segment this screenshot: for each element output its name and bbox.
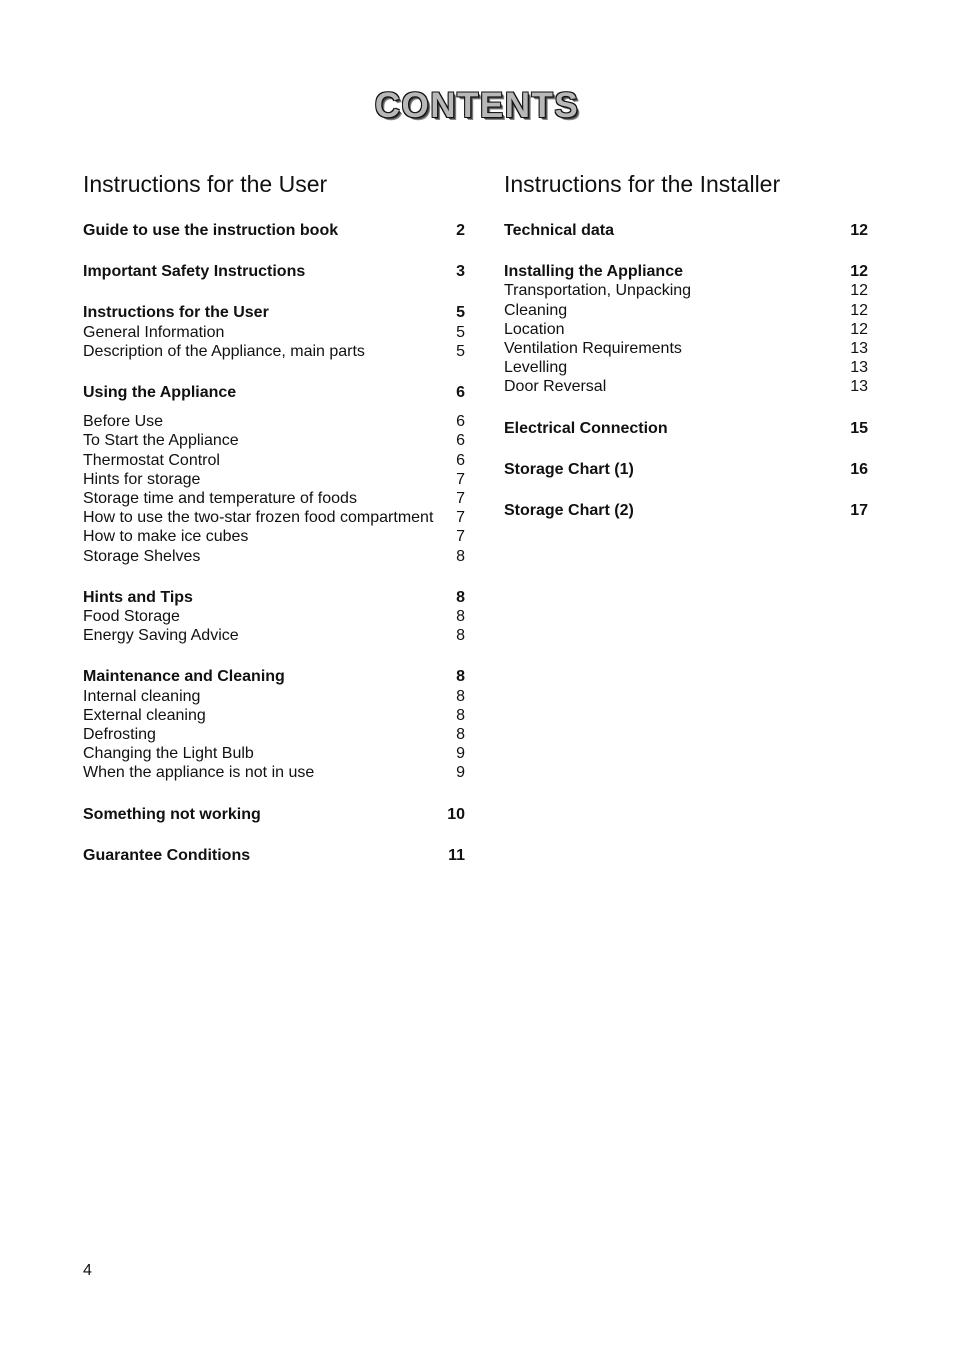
toc-entry-label: Guarantee Conditions (83, 846, 251, 864)
user-toc-list (83, 221, 465, 865)
toc-entry-page-number: 7 (456, 490, 465, 508)
toc-heading-entry (83, 805, 465, 824)
toc-heading-entry (504, 221, 868, 240)
toc-entry (83, 508, 465, 527)
toc-section (504, 419, 868, 438)
toc-entry-page-number: 2 (456, 222, 465, 239)
user-instructions-column (83, 168, 465, 887)
user-instructions-heading: Instructions for the User (83, 171, 328, 197)
toc-section (504, 460, 868, 479)
toc-heading-entry (83, 846, 465, 865)
toc-entry-label: Maintenance and Cleaning (83, 668, 285, 686)
toc-entry-page-number: 15 (850, 419, 868, 437)
toc-entry (83, 725, 465, 744)
toc-entry-label: How to use the two-star frozen food compartment (83, 509, 434, 527)
toc-entry-page-number: 12 (850, 282, 868, 300)
toc-entry-label: External cleaning (83, 706, 206, 724)
toc-entry (83, 547, 465, 566)
toc-entry-page-number: 11 (448, 846, 465, 864)
toc-entry-page-number: 6 (456, 432, 465, 450)
toc-entry-page-number: 8 (456, 668, 465, 686)
toc-entry (504, 320, 868, 339)
toc-entry (504, 339, 868, 358)
toc-entry-label: Door Reversal (504, 378, 607, 396)
toc-entry (504, 358, 868, 377)
toc-entry-page-number: 16 (850, 460, 868, 478)
toc-entry-label: Using the Appliance (83, 384, 237, 402)
toc-entry-label: Something not working (83, 805, 261, 823)
toc-entry-label: When the appliance is not in use (83, 764, 315, 782)
installer-toc-list (504, 221, 868, 520)
toc-entry-label: Food Storage (83, 608, 180, 626)
toc-entry (504, 377, 868, 396)
toc-entry (83, 342, 465, 361)
toc-heading-entry (504, 419, 868, 438)
toc-entry (83, 626, 465, 645)
toc-entry-label: Transportation, Unpacking (504, 282, 692, 300)
toc-entry-page-number: 13 (850, 340, 868, 358)
installer-instructions-column (504, 168, 868, 542)
toc-entry-label: Technical data (504, 222, 614, 239)
toc-entry (504, 281, 868, 300)
toc-entry-page-number: 13 (850, 378, 868, 396)
toc-entry-page-number: 17 (850, 502, 868, 520)
installer-instructions-heading: Instructions for the Installer (504, 171, 781, 197)
toc-entry-label: Storage Shelves (83, 547, 201, 565)
toc-section (83, 667, 465, 782)
toc-heading-entry (83, 303, 465, 322)
toc-heading-entry (504, 501, 868, 520)
toc-entry-label: Installing the Appliance (504, 263, 683, 281)
toc-entry (83, 687, 465, 706)
toc-entry (83, 412, 465, 431)
toc-section (83, 303, 465, 361)
page-title: CONTENTS (374, 86, 580, 125)
toc-entry (83, 763, 465, 782)
toc-heading-entry (504, 262, 868, 281)
toc-entry-page-number: 7 (456, 470, 465, 488)
toc-entry-label: To Start the Appliance (83, 432, 239, 450)
toc-entry-label: Description of the Appliance, main parts (83, 342, 365, 360)
toc-section (83, 262, 465, 281)
toc-entry-label: Important Safety Instructions (83, 263, 306, 281)
toc-heading-entry (83, 667, 465, 686)
toc-entry-page-number: 10 (447, 805, 465, 823)
toc-entry (83, 489, 465, 508)
toc-section (504, 221, 868, 240)
toc-entry (83, 431, 465, 450)
toc-section (504, 262, 868, 396)
toc-entry-label: Instructions for the User (83, 304, 269, 322)
toc-entry-label: Defrosting (83, 726, 156, 744)
toc-entry (83, 706, 465, 725)
toc-entry-page-number: 12 (850, 263, 868, 281)
toc-section (504, 501, 868, 520)
toc-entry-label: Before Use (83, 413, 164, 431)
toc-entry-page-number: 6 (456, 451, 465, 469)
toc-entry-label: How to make ice cubes (83, 528, 249, 546)
toc-entry-label: Storage Chart (2) (504, 502, 634, 520)
toc-entry-page-number: 7 (456, 509, 465, 527)
toc-entry (504, 301, 868, 320)
toc-entry-label: Thermostat Control (83, 451, 220, 469)
toc-entry-label: Storage Chart (1) (504, 460, 634, 478)
toc-entry-page-number: 8 (456, 588, 465, 606)
toc-entry (83, 744, 465, 763)
toc-entry-page-number: 9 (456, 745, 465, 763)
toc-section (83, 383, 465, 566)
toc-entry-page-number: 13 (850, 359, 868, 377)
toc-entry-label: Ventilation Requirements (504, 340, 682, 358)
toc-entry-label: Electrical Connection (504, 419, 668, 437)
toc-entry-page-number: 8 (456, 706, 465, 724)
toc-entry-label: Cleaning (504, 301, 568, 319)
toc-entry-label: Location (504, 320, 565, 338)
toc-section (83, 805, 465, 824)
toc-entry-page-number: 8 (456, 547, 465, 565)
page-number: 4 (83, 1262, 92, 1279)
toc-entry-page-number: 8 (456, 726, 465, 744)
toc-section (83, 221, 465, 240)
toc-entry-page-number: 8 (456, 627, 465, 645)
toc-heading-entry (83, 383, 465, 402)
toc-entry (83, 323, 465, 342)
toc-entry-page-number: 5 (456, 342, 465, 360)
toc-entry-label: Levelling (504, 359, 568, 377)
toc-entry-page-number: 7 (456, 528, 465, 546)
toc-entry-page-number: 12 (850, 301, 868, 319)
toc-heading-entry (83, 221, 465, 240)
toc-heading-entry (83, 588, 465, 607)
toc-entry-label: Hints for storage (83, 470, 201, 488)
toc-entry-page-number: 12 (850, 320, 868, 338)
toc-section (83, 846, 465, 865)
toc-entry-page-number: 6 (456, 413, 465, 431)
toc-entry-page-number: 9 (456, 764, 465, 782)
toc-entry (83, 451, 465, 470)
toc-entry-page-number: 12 (850, 222, 868, 239)
toc-entry (83, 470, 465, 489)
toc-heading-entry (504, 460, 868, 479)
toc-entry-label: Energy Saving Advice (83, 627, 239, 645)
toc-entry-label: Guide to use the instruction book (83, 222, 339, 239)
toc-entry-page-number: 8 (456, 608, 465, 626)
toc-entry-label: Internal cleaning (83, 687, 201, 705)
toc-section (83, 588, 465, 646)
toc-entry-page-number: 6 (456, 384, 465, 402)
toc-entry-label: Hints and Tips (83, 588, 193, 606)
toc-entry-page-number: 5 (456, 323, 465, 341)
toc-heading-entry (83, 262, 465, 281)
toc-entry (83, 527, 465, 546)
toc-entry-label: Changing the Light Bulb (83, 745, 254, 763)
toc-entry-page-number: 8 (456, 687, 465, 705)
toc-entry-page-number: 5 (456, 304, 465, 322)
toc-entry (83, 607, 465, 626)
toc-entry-label: General Information (83, 323, 225, 341)
toc-entry-label: Storage time and temperature of foods (83, 490, 357, 508)
toc-entry-page-number: 3 (456, 263, 465, 281)
